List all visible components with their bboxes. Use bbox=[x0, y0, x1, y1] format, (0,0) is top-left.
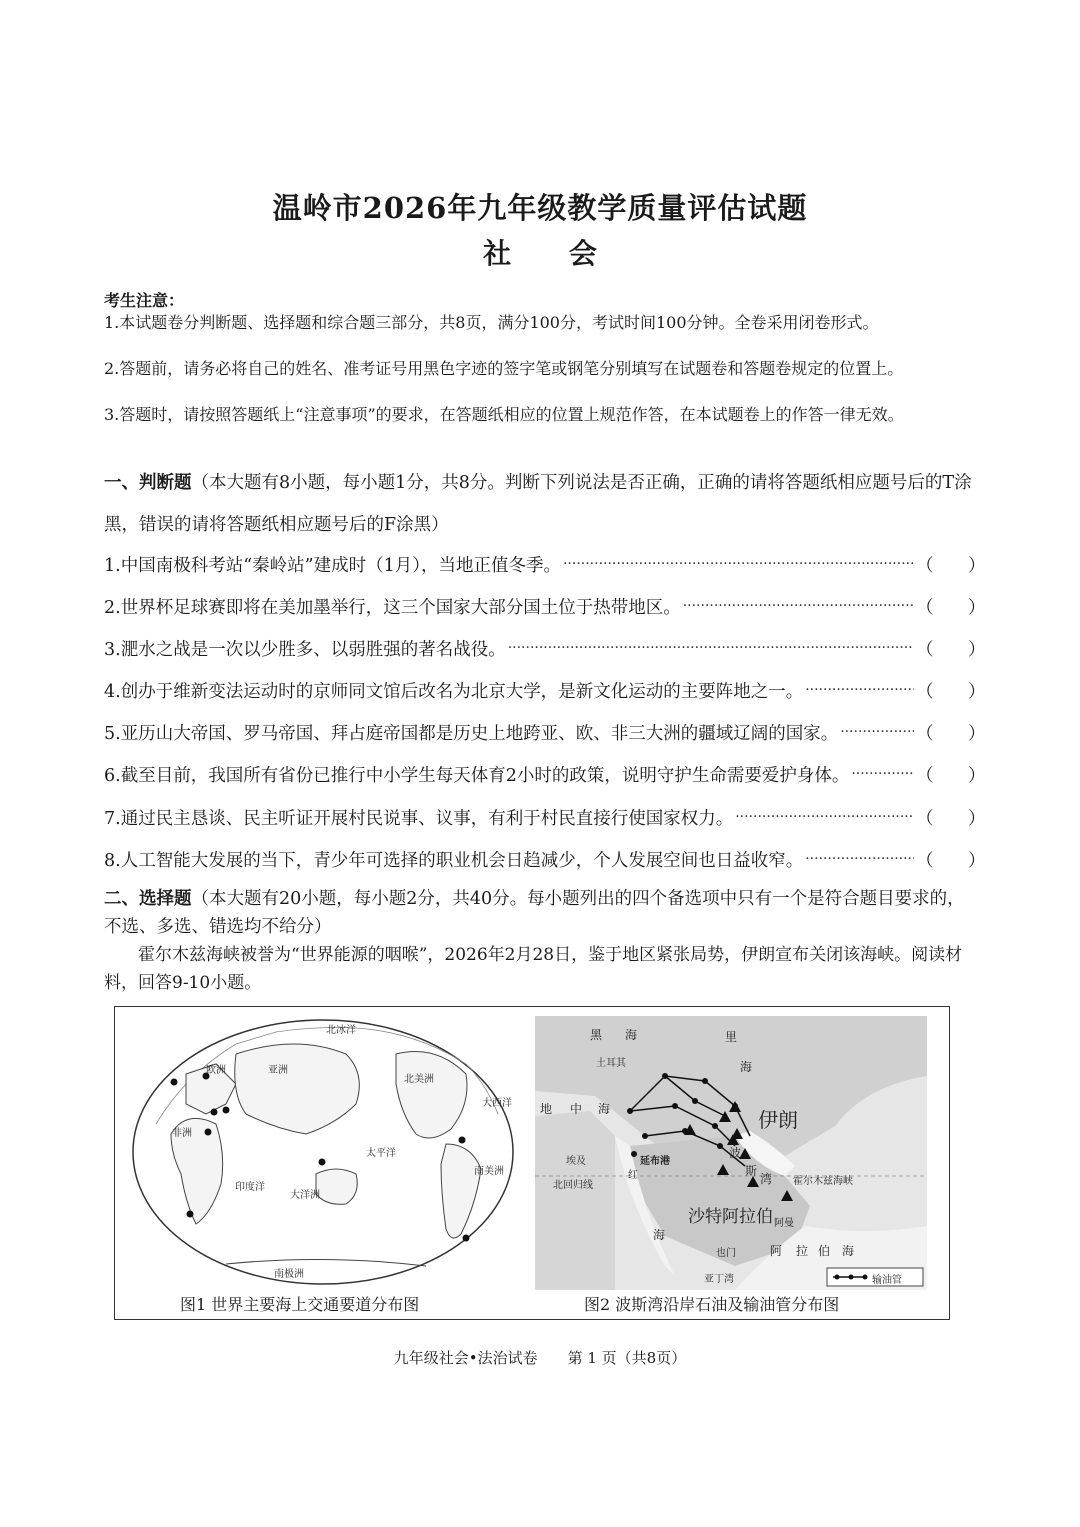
section1-desc: （本大题有8小题，每小题1分，共8分。判断下列说法是否正确，正确的请将答题纸相应题号后的T涂黑，错误的请将答题纸相应题号后的F涂黑） bbox=[104, 473, 972, 535]
map-label: 波 bbox=[729, 1146, 742, 1160]
question-row bbox=[104, 679, 986, 705]
section2-desc: （本大题有20小题，每小题2分，共40分。每小题列出的四个备选项中只有一个是符合题目要求的，不选、多选、错选均不给分） bbox=[104, 889, 965, 937]
page-title: 温岭市2026年九年级教学质量评估试题 bbox=[272, 191, 808, 225]
map-label: 伯 bbox=[818, 1244, 831, 1258]
map-label: 黑 bbox=[590, 1028, 603, 1042]
notice-heading: 考生注意： bbox=[104, 291, 185, 310]
map-label: 中 bbox=[570, 1102, 583, 1116]
map-label: 亚洲 bbox=[268, 1065, 288, 1076]
map-label: 北回归线 bbox=[553, 1180, 593, 1191]
answer-bracket: （ ） bbox=[916, 809, 986, 829]
leader-dots bbox=[805, 848, 914, 874]
question-row bbox=[104, 806, 986, 832]
map-label: 伊朗 bbox=[758, 1108, 798, 1132]
map-label: 太平洋 bbox=[366, 1148, 396, 1159]
leader-dots bbox=[851, 763, 914, 789]
question-row bbox=[104, 848, 986, 874]
answer-bracket: （ ） bbox=[916, 724, 986, 744]
map-label: 湾 bbox=[760, 1172, 773, 1186]
map-label: 埃及 bbox=[566, 1156, 586, 1167]
oceania-shape bbox=[316, 1169, 357, 1204]
map-label: 海 bbox=[842, 1244, 855, 1258]
notice-item: 1.本试题卷分判断题、选择题和综合题三部分，共8页，满分100分，考试时间100分钟。全卷采用闭卷形式。 bbox=[104, 313, 879, 332]
legend-label: 输油管 bbox=[872, 1275, 902, 1286]
question-text: 7.通过民主恳谈、民主听证开展村民说事、议事，有利于村民直接行使国家权力。 bbox=[104, 809, 734, 829]
question-text: 2.世界杯足球赛即将在美加墨举行，这三个国家大部分国土位于热带地区。 bbox=[104, 598, 681, 618]
notice-item: 3.答题时，请按照答题纸上“注意事项”的要求，在答题纸相应的位置上规范作答，在本试题卷上的作答一律无效。 bbox=[104, 405, 904, 424]
map-label: 大西洋 bbox=[482, 1098, 512, 1109]
answer-bracket: （ ） bbox=[916, 851, 986, 871]
map-label: 地 bbox=[540, 1102, 553, 1116]
question-text: 8.人工智能大发展的当下，青少年可选择的职业机会日趋减少，个人发展空间也日益收窄。 bbox=[104, 851, 804, 871]
figure2-caption: 图2 波斯湾沿岸石油及输油管分布图 bbox=[584, 1295, 840, 1314]
material-text: 霍尔木兹海峡被誉为“世界能源的咽喉”，2026年2月28日，鉴于地区紧张局势，伊朗宣布关闭该海峡。阅读材料，回答9-10小题。 bbox=[104, 945, 963, 993]
question-text: 5.亚历山大帝国、罗马帝国、拜占庭帝国都是历史上地跨亚、欧、非三大洲的疆域辽阔的国家。 bbox=[104, 724, 839, 744]
map-label: 斯 bbox=[745, 1164, 758, 1178]
question-row bbox=[104, 595, 986, 621]
leader-dots bbox=[735, 806, 914, 832]
map-label: 延布港 bbox=[640, 1156, 670, 1167]
map-label: 阿曼 bbox=[774, 1218, 794, 1229]
answer-bracket: （ ） bbox=[916, 640, 986, 660]
question-row bbox=[104, 637, 986, 663]
answer-bracket: （ ） bbox=[916, 682, 986, 702]
map-label: 海 bbox=[625, 1028, 638, 1042]
map-label: 欧洲 bbox=[206, 1065, 226, 1076]
question-text: 6.截至目前，我国所有省份已推行中小学生每天体育2小时的政策，说明守护生命需要爱护身体。 bbox=[104, 766, 850, 786]
page-footer: 九年级社会•法治试卷 第 1 页（共8页） bbox=[393, 1349, 687, 1367]
leader-dots bbox=[805, 679, 914, 705]
section2-intro bbox=[104, 885, 980, 941]
figure1-caption: 图1 世界主要海上交通要道分布图 bbox=[180, 1295, 420, 1314]
question-row bbox=[104, 553, 986, 579]
section1-intro bbox=[104, 462, 980, 546]
section1-heading: 一、判断题 bbox=[104, 473, 192, 493]
map-label: 沙特阿拉伯 bbox=[688, 1207, 773, 1227]
map-label: 亚丁湾 bbox=[704, 1274, 734, 1285]
map-label: 南美洲 bbox=[474, 1166, 504, 1177]
question-text: 1.中国南极科考站“秦岭站”建成时（1月），当地正值冬季。 bbox=[104, 556, 561, 576]
map-label: 北美洲 bbox=[404, 1074, 434, 1085]
map-label: 里 bbox=[725, 1030, 738, 1044]
question-text: 4.创办于维新变法运动时的京师同文馆后改名为北京大学，是新文化运动的主要阵地之一。 bbox=[104, 682, 804, 702]
question-row bbox=[104, 763, 986, 789]
map-label: 大洋洲 bbox=[290, 1190, 320, 1201]
egypt-landmass bbox=[535, 1111, 615, 1290]
map-label: 也门 bbox=[716, 1248, 736, 1259]
map-label: 南极洲 bbox=[274, 1269, 304, 1280]
map-label: 海 bbox=[740, 1060, 753, 1074]
world-map-figure bbox=[126, 1014, 520, 1290]
answer-bracket: （ ） bbox=[916, 598, 986, 618]
subject-title: 社 会 bbox=[483, 237, 621, 270]
question-row bbox=[104, 721, 986, 747]
map-label: 拉 bbox=[796, 1244, 809, 1258]
answer-bracket: （ ） bbox=[916, 556, 986, 576]
map-label: 土耳其 bbox=[596, 1058, 626, 1069]
leader-dots bbox=[563, 553, 914, 579]
map-label: 霍尔木兹海峡 bbox=[793, 1176, 853, 1187]
answer-bracket: （ ） bbox=[916, 766, 986, 786]
leader-dots bbox=[840, 721, 914, 747]
notice-item: 2.答题前，请务必将自己的姓名、准考证号用黑色字迹的签字笔或钢笔分别填写在试题卷和答题卷规定的位置上。 bbox=[104, 359, 904, 378]
leader-dots bbox=[508, 637, 914, 663]
map-label: 海 bbox=[598, 1102, 611, 1116]
map-label: 非洲 bbox=[172, 1128, 192, 1139]
section2-heading: 二、选择题 bbox=[104, 889, 192, 909]
map-label: 印度洋 bbox=[235, 1182, 265, 1193]
map-label: 海 bbox=[653, 1228, 666, 1242]
map-label: 红 bbox=[628, 1170, 638, 1181]
question-text: 3.淝水之战是一次以少胜多、以弱胜强的著名战役。 bbox=[104, 640, 506, 660]
leader-dots bbox=[683, 595, 914, 621]
map-label: 北冰洋 bbox=[326, 1025, 356, 1036]
map-label: 阿 bbox=[770, 1244, 783, 1258]
